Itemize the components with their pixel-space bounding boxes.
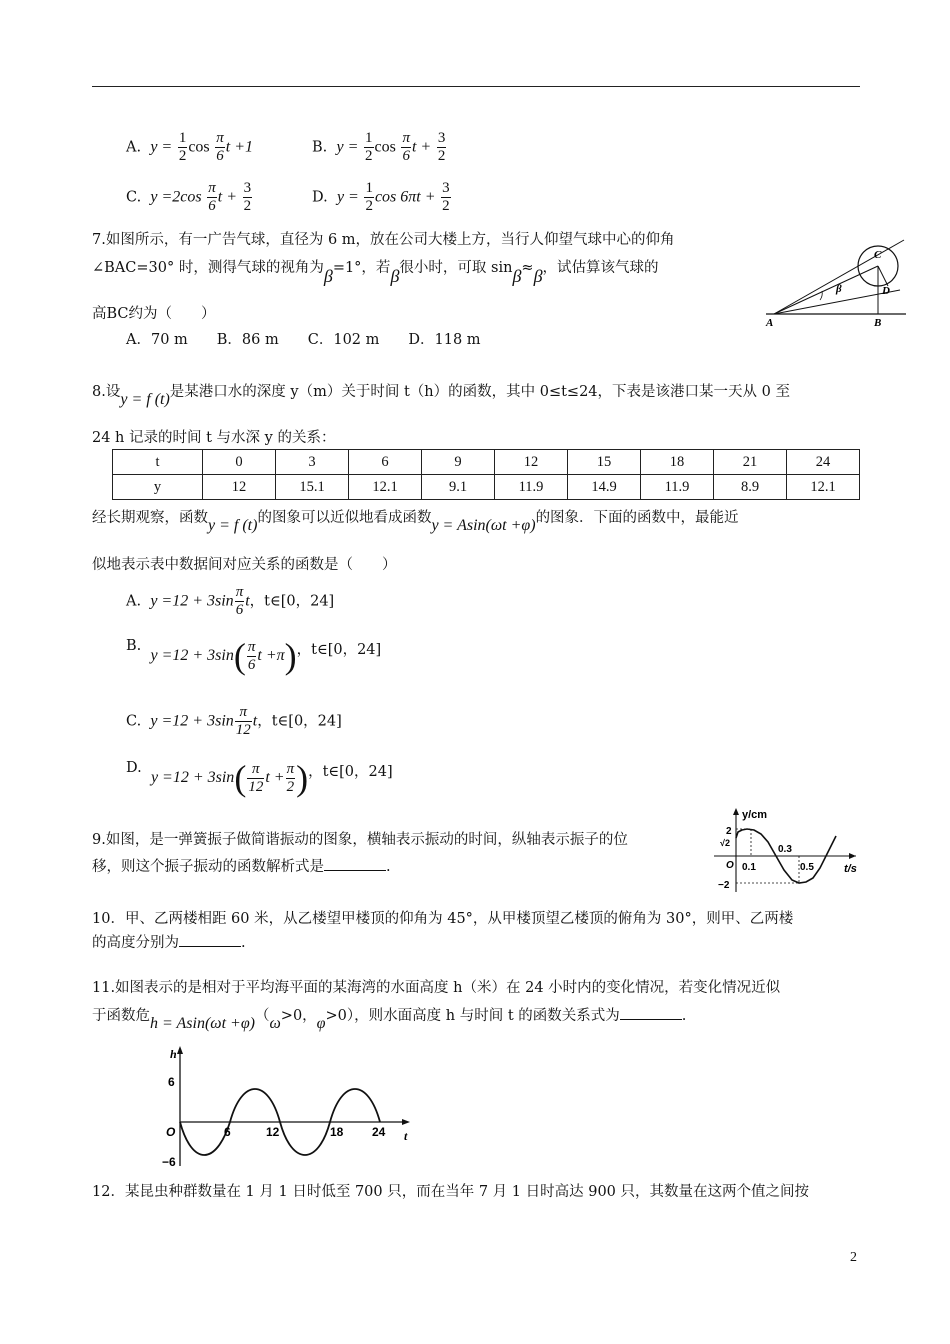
tide-graph (158, 1040, 428, 1170)
q9-line2: 移，则这个振子振动的函数解析式是 . (92, 859, 391, 875)
label-a: A (766, 317, 774, 328)
q8-line2: 24 h 记录的时间 t 与水深 y 的关系： (92, 430, 336, 446)
tick-2: 2 (726, 826, 732, 837)
q10-line2: 的高度分别为 . (92, 935, 246, 951)
page-number: 2 (850, 1250, 857, 1265)
q7-options: A．70 m B．86 m C．102 m D．118 m (126, 332, 481, 348)
q10-line1: 10．甲、乙两楼相距 60 米，从乙楼望甲楼顶的仰角为 45°，从甲楼顶望乙楼顶的俯角为 30°，则甲、乙两楼 (92, 911, 794, 927)
q8-option-d: D. y =12 + 3sin( $\frac{\pi}{12}$ t + $\frac{\pi}{2}$ )，t∈[0，24] (126, 758, 393, 798)
origin: O (726, 860, 734, 871)
y-label: y/cm (742, 809, 768, 821)
x-axis-arrow (849, 853, 856, 859)
q6-option-b: B. y = $\frac{1}{2}$ cos $\frac{\pi}{6}$ t + $\frac{3}{2}$ (312, 130, 446, 164)
y-axis-arrow (733, 808, 739, 815)
q11-line1: 11.如图表示的是相对于平均海平面的某海湾的水面高度 h（米）在 24 小时内的变化情况，若变化情况近似 (92, 980, 781, 996)
label-beta: β (836, 283, 842, 295)
h-label: h (170, 1047, 177, 1061)
tick-6: 6 (168, 1075, 175, 1089)
balloon-figure (760, 236, 910, 328)
y-axis-arrow (177, 1046, 183, 1054)
tick-x24: 24 (372, 1125, 386, 1139)
q8-line3: 经长期观察，函数y = f (t)的图象可以近似地看成函数y = Asin(ωt +φ)的图象．下面的函数中，最能近 (92, 510, 739, 534)
tick-05: 0.5 (800, 862, 814, 873)
oscillation-graph (706, 804, 866, 896)
q8-line1: 8.设y = f (t)是某港口水的深度 y（m）关于时间 t（h）的函数，其中 0≤t≤24，下表是该港口某一天从 0 至 (92, 384, 790, 408)
tick-x6: 6 (224, 1125, 231, 1139)
label-c: C (874, 249, 882, 261)
q8-line4: 似地表示表中数据间对应关系的函数是（ ） (92, 557, 397, 573)
radius-cd (878, 266, 888, 286)
q9-line1: 9.如图，是一弹簧振子做简谐振动的图象，横轴表示振动的时间，纵轴表示振子的位 (92, 832, 628, 848)
label-d: D (882, 285, 890, 297)
tick-03: 0.3 (778, 844, 792, 855)
q9-answer-blank (324, 858, 386, 871)
depth-table (112, 449, 860, 500)
table-row-t: t 0 3 6 9 12 15 18 21 24 (113, 450, 860, 475)
tick-neg6: −6 (162, 1155, 176, 1169)
header-rule (92, 86, 860, 87)
q11-answer-blank (620, 1007, 682, 1020)
q12-line1: 12．某昆虫种群数量在 1 月 1 日时低至 700 只，而在当年 7 月 1 日时高达 900 只，其数量在这两个值之间按 (92, 1184, 810, 1200)
q6-option-d: D. y = $\frac{1}{2}$ cos 6πt + $\frac{3}{2}$ (312, 180, 450, 214)
x-label: t/s (844, 863, 857, 875)
tick-01: 0.1 (742, 862, 756, 873)
q7-line1: 7.如图所示，有一广告气球，直径为 6 m，放在公司大楼上方，当行人仰望气球中心的仰角 (92, 232, 675, 248)
q6-option-a: A. y = $\frac{1}{2}$ cos $\frac{\pi}{6}$ t +1 (126, 130, 254, 164)
tick-x18: 18 (330, 1125, 344, 1139)
tick-x12: 12 (266, 1125, 280, 1139)
tick-neg2: −2 (718, 880, 730, 891)
x-axis-arrow (402, 1119, 410, 1125)
sightline-center (774, 266, 878, 314)
t-label: t (404, 1129, 408, 1143)
sightline-upper (774, 240, 904, 314)
q7-line2: ∠BAC=30° 时，测得气球的视角为β=1°，若β很小时，可取 sinβ≈β，试估算该气球的 (92, 260, 659, 286)
label-b: B (874, 317, 882, 328)
origin: O (166, 1125, 176, 1139)
q8-option-c: C. y =12 + 3sin $\frac{\pi}{12}$ t，t∈[0，24] (126, 704, 342, 738)
q11-line2: 于函数危h = Asin(ωt +φ)（ω>0，φ>0），则水面高度 h 与时间 t 的函数关系式为 . (92, 1008, 687, 1032)
table-row-y: y 12 15.1 12.1 9.1 11.9 14.9 11.9 8.9 12.1 (113, 475, 860, 500)
q10-answer-blank (179, 934, 241, 947)
q7-line3: 高BC约为（ ） (92, 306, 216, 322)
q6-option-c: C. y =2cos $\frac{\pi}{6}$ t + $\frac{3}{2}$ (126, 180, 252, 214)
q8-option-b: B. y =12 + 3sin( $\frac{\pi}{6}$ t +π)，t∈[0，24] (126, 636, 382, 676)
tick-root2: √2 (720, 838, 730, 848)
q8-option-a: A. y =12 + 3sin $\frac{\pi}{6}$ t，t∈[0，24] (126, 584, 335, 618)
